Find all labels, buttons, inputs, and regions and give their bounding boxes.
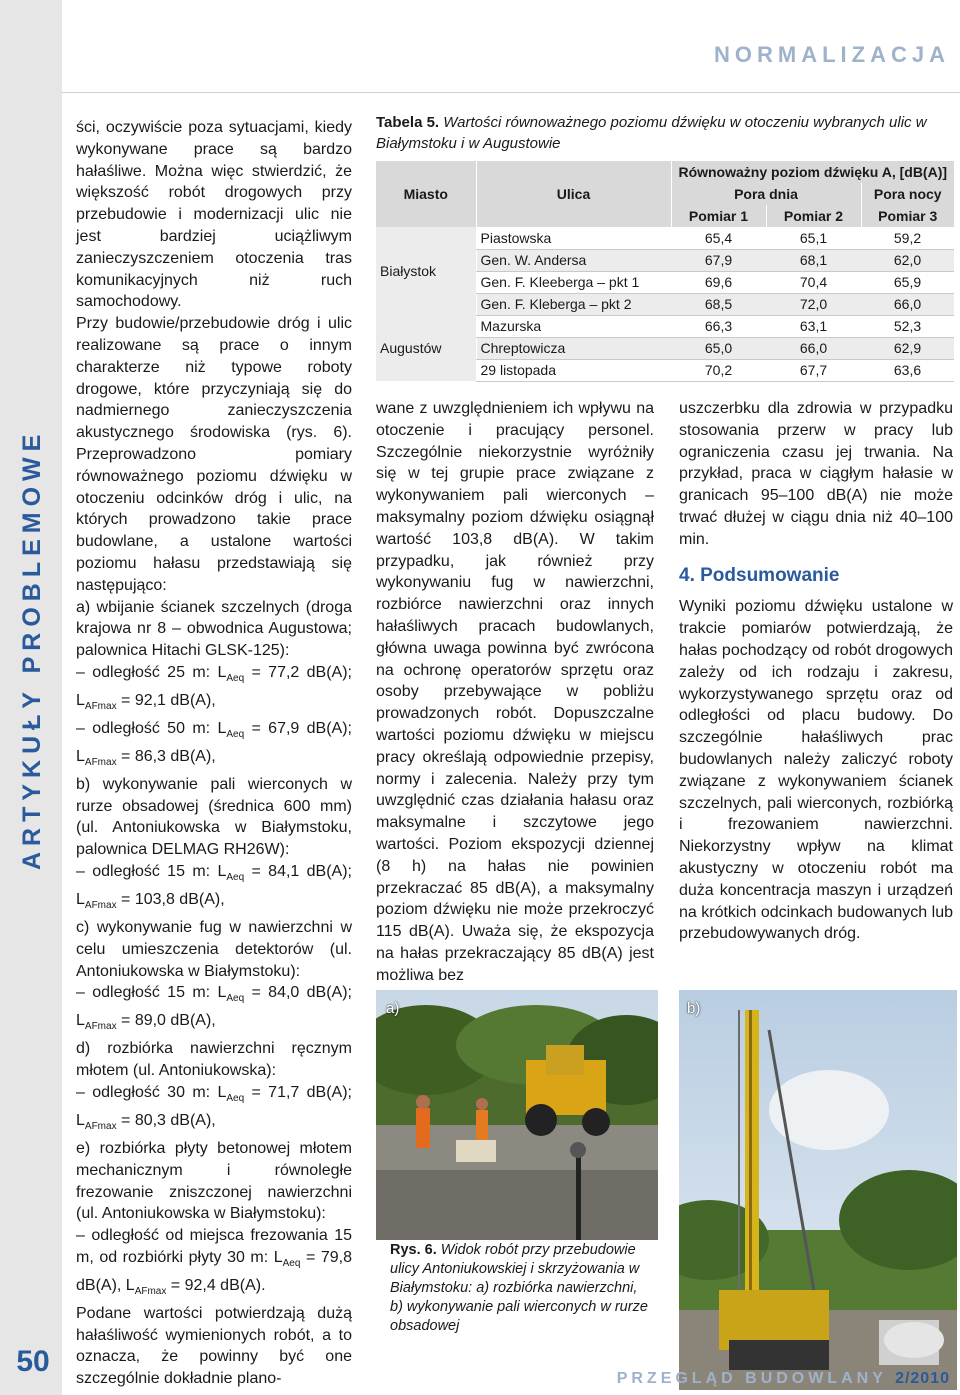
value-cell: 70,2 <box>671 359 766 381</box>
value-cell: 65,1 <box>766 227 861 249</box>
figure-label-a: a) <box>386 1000 400 1017</box>
header-m3: Pomiar 3 <box>861 205 954 227</box>
street-cell: Gen. F. Kleeberga – pkt 1 <box>476 271 671 293</box>
header-level: Równoważny poziom dźwięku A, [dB(A)] <box>671 161 954 183</box>
value-cell: 69,6 <box>671 271 766 293</box>
table-caption: Tabela 5. Wartości równoważnego poziomu dźwięku w otoczeniu wybranych ulic w Białymstoku i w Augustowie <box>376 114 927 152</box>
value-cell: 68,1 <box>766 249 861 271</box>
value-cell: 65,0 <box>671 337 766 359</box>
measurement-line: – odległość 15 m: $L_{Aeq} = 84,0$ dB(A); $L_{AFmax} = 89,0$ dB(A), <box>76 984 352 1033</box>
header-day: Pora dnia <box>671 183 861 205</box>
list-item: a) wbijanie ścianek szczelnych (droga krajowa nr 8 – obwodnica Augustowa; palownica Hitachi GLSK-125): <box>76 598 352 660</box>
page-number: 50 <box>16 1345 50 1378</box>
street-cell: Chreptowicza <box>476 337 671 359</box>
value-cell: 70,4 <box>766 271 861 293</box>
list-item: c) wykonywanie fug w nawierzchni w celu umieszczenia detektorów (ul. Antoniukowska w Białymstoku): <box>76 919 352 980</box>
value-cell: 63,1 <box>766 315 861 337</box>
header-divider <box>62 92 960 93</box>
list-item: e) rozbiórka płyty betonowej młotem mechanicznym i równoległe frezowanie zniszczonej nawierzchni (ul. Antoniukowska w Białymstoku): <box>76 1139 352 1223</box>
value-cell: 65,9 <box>861 271 954 293</box>
paragraph: Podane wartości potwierdzają dużą hałaśliwość wymienionych robót, a to oznacza, że powinny być one szczególnie dokładnie plano- <box>76 1304 352 1388</box>
value-cell: 67,7 <box>766 359 861 381</box>
paragraph: wane z uwzględnieniem ich wpływu na otoczenie i pracujący personel. Szczególnie niekorzystnie wyróżniły się w tej grupie prace związane z wykonywaniem pali wierconych – maksymalny poziom dźwięku osiągnął wartość 103,8 dB(A). W takim przypadku, jak również przy wykonywaniu fug w nawierzchni, rozbiórce nawierzchni oraz innych hałaśliwych pracach budowlanych, główna uwaga powinna być zwrócona na ochronę operatorów sprzętu oraz osoby przebywające w pobliżu prowadzonych robót. Dopuszczalne wartości poziomu dźwięku w miejscu pracy określają odpowiednie przepisy, normy i zalecenia. Należy przy tym uwzględnić czas działania hałasu oraz maksymalne i szczytowe jego wartości. Poziom ekspozycji dziennej (8 h) na hałas nie powinien przekraczać 85 dB(A), a maksymalny poziom dźwięku nie może przekroczyć 115 dB(A). Uważa się, że ekspozycja na hałas przekraczający 85 dB(A) jest możliwa bez <box>376 400 654 984</box>
section-header: NORMALIZACJA <box>714 42 950 67</box>
value-cell: 62,0 <box>861 249 954 271</box>
header-city: Miasto <box>376 161 476 227</box>
city-cell: Augustów <box>376 315 476 381</box>
figure-caption: Rys. 6. Widok robót przy przebudowie ulicy Antoniukowskiej i skrzyżowania w Białymstoku: a) rozbiórka nawierzchni, b) wykonywanie pali wierconych w rurze obsadowej <box>390 1242 648 1334</box>
column-2 <box>376 398 654 987</box>
measurement-line: – odległość 25 m: $L_{Aeq} = 77,2$ dB(A); $L_{AFmax} = 92,1$ dB(A), <box>76 663 352 713</box>
header-m1: Pomiar 1 <box>671 205 766 227</box>
photo-road-demolition <box>376 990 658 1240</box>
value-cell: 67,9 <box>671 249 766 271</box>
street-cell: Mazurska <box>476 315 671 337</box>
value-cell: 72,0 <box>766 293 861 315</box>
column-3 <box>679 398 953 945</box>
table-row <box>376 315 954 337</box>
street-cell: Gen. W. Andersa <box>476 249 671 271</box>
street-cell: 29 listopada <box>476 359 671 381</box>
paragraph: Przy budowie/przebudowie dróg i ulic realizowane są prace o innym charakterze niż typowe roboty drogowe, które przyczyniają się do nadmiernego zanieczyszczenia akustycznego środowiska (rys. 6). Przeprowadzono pomiary równoważnego poziomu dźwięku w otoczeniu odcinków dróg i ulic, na których prowadzono takie prace budowlane, a ustalone wartości poziomu hałasu przedstawiają się następująco: <box>76 315 352 594</box>
column-1 <box>76 117 352 1390</box>
value-cell: 66,0 <box>766 337 861 359</box>
value-cell: 63,6 <box>861 359 954 381</box>
header-street: Ulica <box>476 161 671 227</box>
value-cell: 68,5 <box>671 293 766 315</box>
table-row <box>376 227 954 249</box>
measurement-line: – odległość 30 m: $L_{Aeq} = 71,7$ dB(A); $L_{AFmax} = 80,3$ dB(A), <box>76 1083 352 1133</box>
paragraph: ści, oczywiście poza sytuacjami, kiedy wykonywane prace są bardzo hałaśliwe. Można więc stwierdzić, że większość robót drogowych przy przebudowie i modernizacji ulic nie jest bardziej uciążliwym zanieczyszczeniem otoczenia tras komunikacyjnych niż ruch samochodowy. <box>76 119 352 311</box>
header-night: Pora nocy <box>861 183 954 205</box>
value-cell: 66,0 <box>861 293 954 315</box>
figure-label-b: b) <box>687 1000 701 1017</box>
photo-pile-drilling <box>679 990 957 1390</box>
section-vertical-title: ARTYKUŁY PROBLEMOWE <box>18 428 46 870</box>
paragraph: uszczerbku dla zdrowia w przypadku stosowania przerw w pracy lub ograniczenia czasu jej trwania. Na przykład, praca w ciągłym hałasie w granicach 95–100 dB(A) nie może trwać dłużej w ciągu dnia niż 40–100 min. <box>679 400 953 548</box>
header-m2: Pomiar 2 <box>766 205 861 227</box>
street-cell: Piastowska <box>476 227 671 249</box>
street-cell: Gen. F. Kleberga – pkt 2 <box>476 293 671 315</box>
value-cell: 62,9 <box>861 337 954 359</box>
value-cell: 66,3 <box>671 315 766 337</box>
value-cell: 65,4 <box>671 227 766 249</box>
list-item: b) wykonywanie pali wierconych w rurze obsadowej (średnica 600 mm) (ul. Antoniukowska w Białymstoku, palownica DELMAG RH26W): <box>76 775 352 859</box>
footer-journal: PRZEGLĄD BUDOWLANY 2/2010 <box>616 1370 950 1387</box>
measurement-line: – odległość 15 m: $L_{Aeq} = 84,1$ dB(A); $L_{AFmax} = 103,8$ dB(A), <box>76 863 352 912</box>
value-cell: 59,2 <box>861 227 954 249</box>
measurement-line: – odległość od miejsca frezowania 15 m, od rozbiórki płyty 30 m: $L_{Aeq} = 79,8$ dB(A), $L_{AFmax} = 92,4$ dB(A). <box>76 1227 352 1298</box>
noise-table <box>376 161 954 382</box>
paragraph: Wyniki poziomu dźwięku ustalone w trakcie pomiarów potwierdzają, że hałas pochodzący od robót drogowych zależy od ich rodzaju i zakresu, wykorzystywanego sprzętu oraz od odległości od placu budowy. Do szczególnie hałaśliwych prac budowlanych należy zaliczyć roboty związane z wykonywaniem ścianek szczelnych, pali wierconych, rozbiórką i frezowaniem nawierzchni. Niekorzystny wpływ na klimat akustyczny w otoczeniu robót ma duża koncentracja maszyn i urządzeń na krótkich odcinkach budowanych lub przebudowywanych dróg. <box>679 598 953 943</box>
measurement-line: – odległość 50 m: $L_{Aeq} = 67,9$ dB(A); $L_{AFmax} = 86,3$ dB(A), <box>76 719 352 769</box>
list-item: d) rozbiórka nawierzchni ręcznym młotem (ul. Antoniukowska): <box>76 1040 352 1080</box>
value-cell: 52,3 <box>861 315 954 337</box>
city-cell: Białystok <box>376 227 476 315</box>
section-heading: 4. Podsumowanie <box>679 564 840 586</box>
